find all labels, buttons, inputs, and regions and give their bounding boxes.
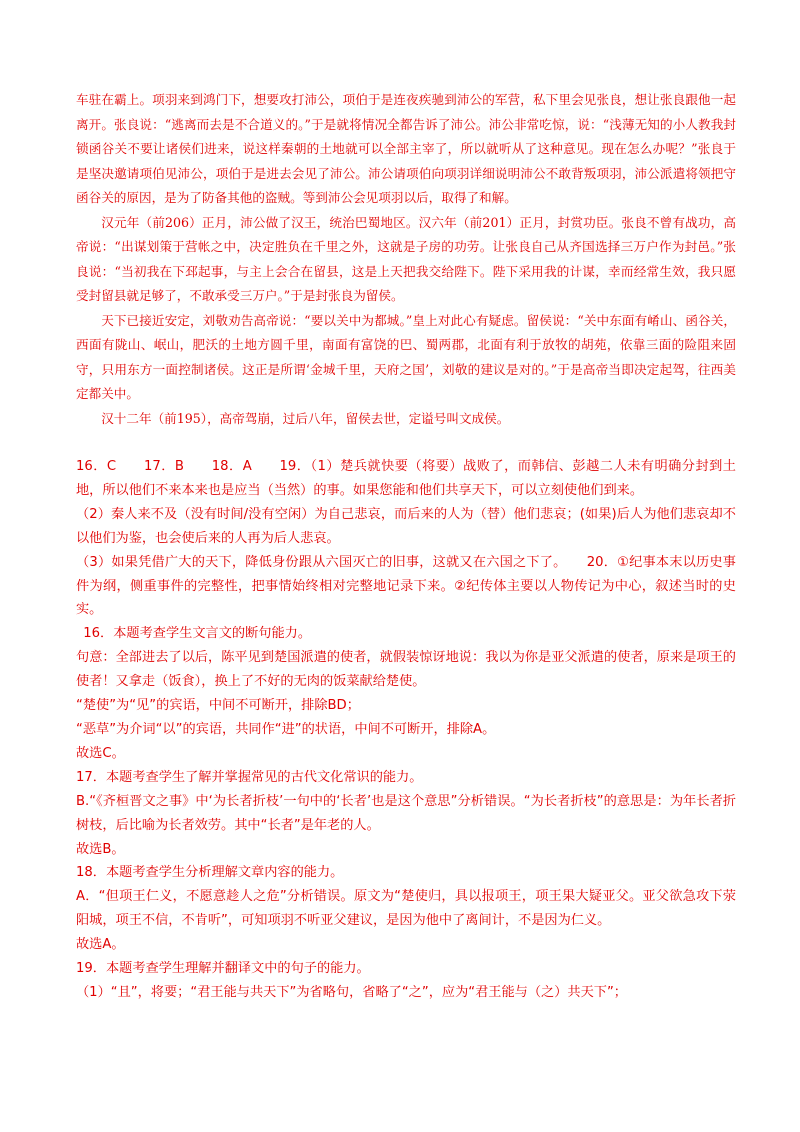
translation-paragraph: 汉元年（前206）正月，沛公做了汉王，统治巴蜀地区。汉六年（前201）正月，封赏功臣。张良不曾有战功，高帝说：“出谋划策于营帐之中，决定胜负在千里之外，这就是子房的功劳。让张良自己从齐国选择三万户作为封邑。”张良说：“当初我在下邳起事，与主上会合在留县，这是上天把我交给陛下。陛下采用我的计谋，幸而经常生效，我只愿受封留县就足够了，不敢承受三万户。”于是封张良为留侯。 (76, 214, 736, 303)
explanation-line: “恶草”为介词“以”的宾语，共同作“进”的状语，中间不可断开，排除A。 (76, 721, 496, 737)
answer-line: （2）秦人来不及（没有时间/没有空闲）为自己悲哀，而后来的人为（替）他们悲哀；(如果)后人为他们悲哀却不以他们为鉴，也会使后来的人再为后人悲哀。 (76, 506, 736, 546)
explanation-line: 句意：全部进去了以后，陈平见到楚国派遣的使者，就假装惊讶地说：我以为你是亚父派遣的使者，原来是项王的使者！又拿走（饭食），换上了不好的无肉的饭菜献给楚使。 (76, 650, 736, 690)
explanation-conclusion: 故选C。 (76, 745, 125, 761)
explanation-line: B.“《齐桓晋文之事》中‘为长者折枝’一句中的‘长者’也是这个意思”分析错误。“为长者折枝”的意思是：为年长者折树枝，后比喻为长者效劳。其中“长者”是年老的人。 (76, 793, 736, 833)
explanation-heading: 16．本题考查学生文言文的断句能力。 (83, 626, 312, 642)
translation-paragraph: 汉十二年（前195），高帝驾崩，过后八年，留侯去世，定谥号叫文成侯。 (101, 410, 510, 426)
explanation-line: （1）“且”，将要；“君王能与共天下”为省略句，省略了“之”，应为“君王能与（之）共天下”； (76, 984, 627, 1000)
answer-key-line: 16．C 17．B 18．A 19．（1）楚兵就快要（将要）战败了，而韩信、彭越二人未有明确分封到土地，所以他们不来本来也是应当（当然）的事。如果您能和他们共享天下，可以立刻使他们到来。 (76, 459, 736, 498)
explanation-conclusion: 故选A。 (76, 937, 125, 953)
explanation-heading: 18．本题考查学生分析理解文章内容的能力。 (76, 865, 344, 881)
explanation-line: “楚使”为“见”的宾语，中间不可断开，排除BD； (76, 698, 360, 714)
explanation-line: A．“但项王仁义，不愿意趁人之危”分析错误。原文为“楚使归，具以报项王，项王果大疑亚父。亚父欲急攻下荥阳城，项王不信，不肯听”，可知项羽不听亚父建议，是因为他中了离间计，不是因为仁义。 (76, 889, 736, 929)
answers-section (76, 455, 736, 1005)
translation-paragraph: 车驻在霸上。项羽来到鸿门下，想要攻打沛公，项伯于是连夜疾驰到沛公的军营，私下里会见张良，想让张良跟他一起离开。张良说：“逃离而去是不合道义的。”于是就将情况全都告诉了沛公。沛公非常吃惊，说：“浅薄无知的小人教我封锁函谷关不要让诸侯们进来，说这样秦朝的土地就可以全部主宰了，所以就听从了这种意见。现在怎么办呢？”张良于是坚决邀请项伯见沛公，项伯于是进去会见了沛公。沛公请项伯向项羽详细说明沛公不敢背叛项羽，沛公派遣将领把守函谷关的原因，是为了防备其他的盗贼。等到沛公会见项羽以后，取得了和解。 (76, 92, 736, 205)
translation-section (76, 88, 736, 431)
explanation-conclusion: 故选B。 (76, 841, 125, 857)
answer-line: （3）如果凭借广大的天下，降低身份跟从六国灭亡的旧事，这就又在六国之下了。 20．①纪事本末以历史事件为纲，侧重事件的完整性，把事情始终相对完整地记录下来。②纪传体主要以人物传记为中心，叙述当时的史实。 (76, 554, 736, 618)
translation-paragraph: 天下已接近安定，刘敬劝告高帝说：“要以关中为都城。”皇上对此心有疑虑。留侯说：“关中东面有崤山、函谷关，西面有陇山、岷山，肥沃的土地方圆千里，南面有富饶的巴、蜀两郡，北面有利于放牧的胡苑，依靠三面的险阻来固守，只用东方一面控制诸侯。这正是所谓‘金城千里，天府之国’，刘敬的建议是对的。”于是高帝当即决定起驾，往西美定都关中。 (76, 312, 736, 401)
explanation-heading: 17．本题考查学生了解并掌握常见的古代文化常识的能力。 (76, 769, 423, 785)
explanation-heading: 19．本题考查学生理解并翻译文中的句子的能力。 (76, 961, 370, 977)
